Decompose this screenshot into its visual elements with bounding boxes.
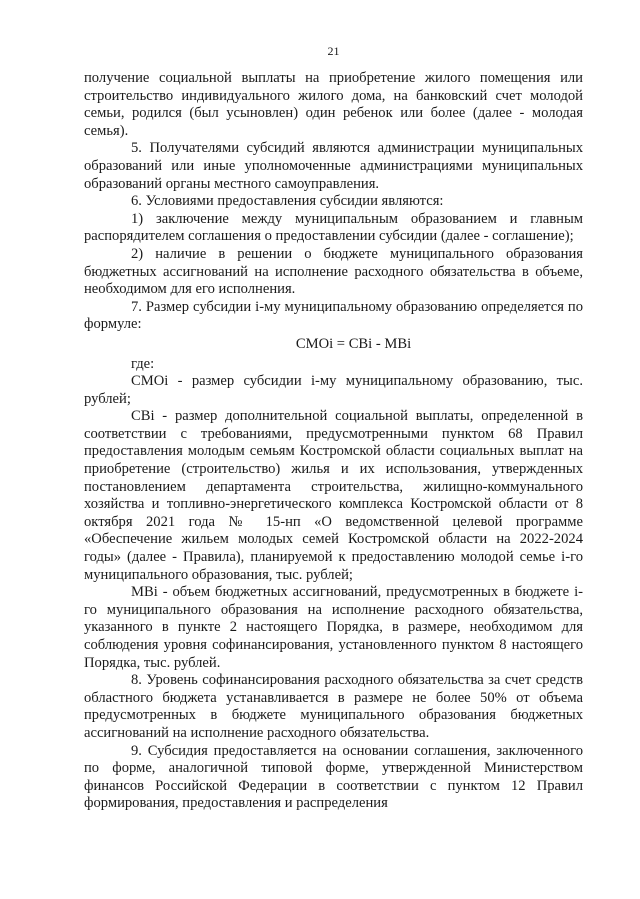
paragraph-item-6: 6. Условиями предоставления субсидии являются: <box>131 193 444 210</box>
page-number: 21 <box>327 44 340 58</box>
paragraph-def-mv: МВi - объем бюджетных ассигнований, предусмотренных в бюджете i-го муниципального образования на исполнение расходного обязательства, указанного в пункте 2 настоящего Порядка, в размере, необходимом для соблюдения уровня софинансирования, установленного пунктом 8 настоящего Порядка, тыс. рублей. <box>84 584 583 671</box>
paragraph-item-5: 5. Получателями субсидий являются администрации муниципальных образований или иные уполномоченные администрациями муниципальных образований органы местного самоуправления. <box>84 140 583 192</box>
formula: СМОi = СВi - МВi <box>295 335 412 352</box>
paragraph-condition-2: 2) наличие в решении о бюджете муниципального образования бюджетных ассигнований на исполнение расходного обязательства в объеме, необходимом для его исполнения. <box>84 245 583 298</box>
paragraph-item-9: 9. Субсидия предоставляется на основании соглашения, заключенного по форме, аналогичной типовой форме, утвержденной Министерством финансов Российской Федерации в соответствии с пунктом 12 Правил формирования, предоставления и распределения <box>84 742 583 812</box>
document-body <box>84 70 583 813</box>
paragraph-continuation: получение социальной выплаты на приобретение жилого помещения или строительство индивидуального жилого дома, на банковский счет молодой семьи, родился (был усыновлен) один ребенок или более (далее - молодая семья). <box>84 70 583 139</box>
paragraph-def-smo: СМОi - размер субсидии i-му муниципальному образованию, тыс. рублей; <box>84 373 583 407</box>
paragraph-condition-1: 1) заключение между муниципальным образованием и главным распорядителем соглашения о предоставлении субсидии (далее - соглашение); <box>84 210 583 245</box>
paragraph-item-8: 8. Уровень софинансирования расходного обязательства за счет средств областного бюджета устанавливается в размере не более 50% от объема предусмотренных в бюджете муниципального образования бюджетных ассигнований на исполнение расходного обязательства. <box>84 672 583 741</box>
paragraph-item-7: 7. Размер субсидии i-му муниципальному образованию определяется по формуле: <box>84 298 583 333</box>
paragraph-where: где: <box>131 355 155 372</box>
paragraph-def-sv: СВi - размер дополнительной социальной выплаты, определенной в соответствии с требованиями, предусмотренными пунктом 68 Правил предоставления молодым семьям Костромской области социальных выплат на приобретение (строительство) жилья и их использования, утвержденных постановлением департамента строительства, жилищно-коммунального хозяйства и топливно-энергетического комплекса Костромской области от 8 октября 2021 года № 15-нп «О ведомственной целевой программе «Обеспечение жильем молодых семей Костромской области на 2022-2024 годы» (далее - Правила), планируемой к предоставлению молодой семье i-го муниципального образования, тыс. рублей; <box>84 408 583 583</box>
